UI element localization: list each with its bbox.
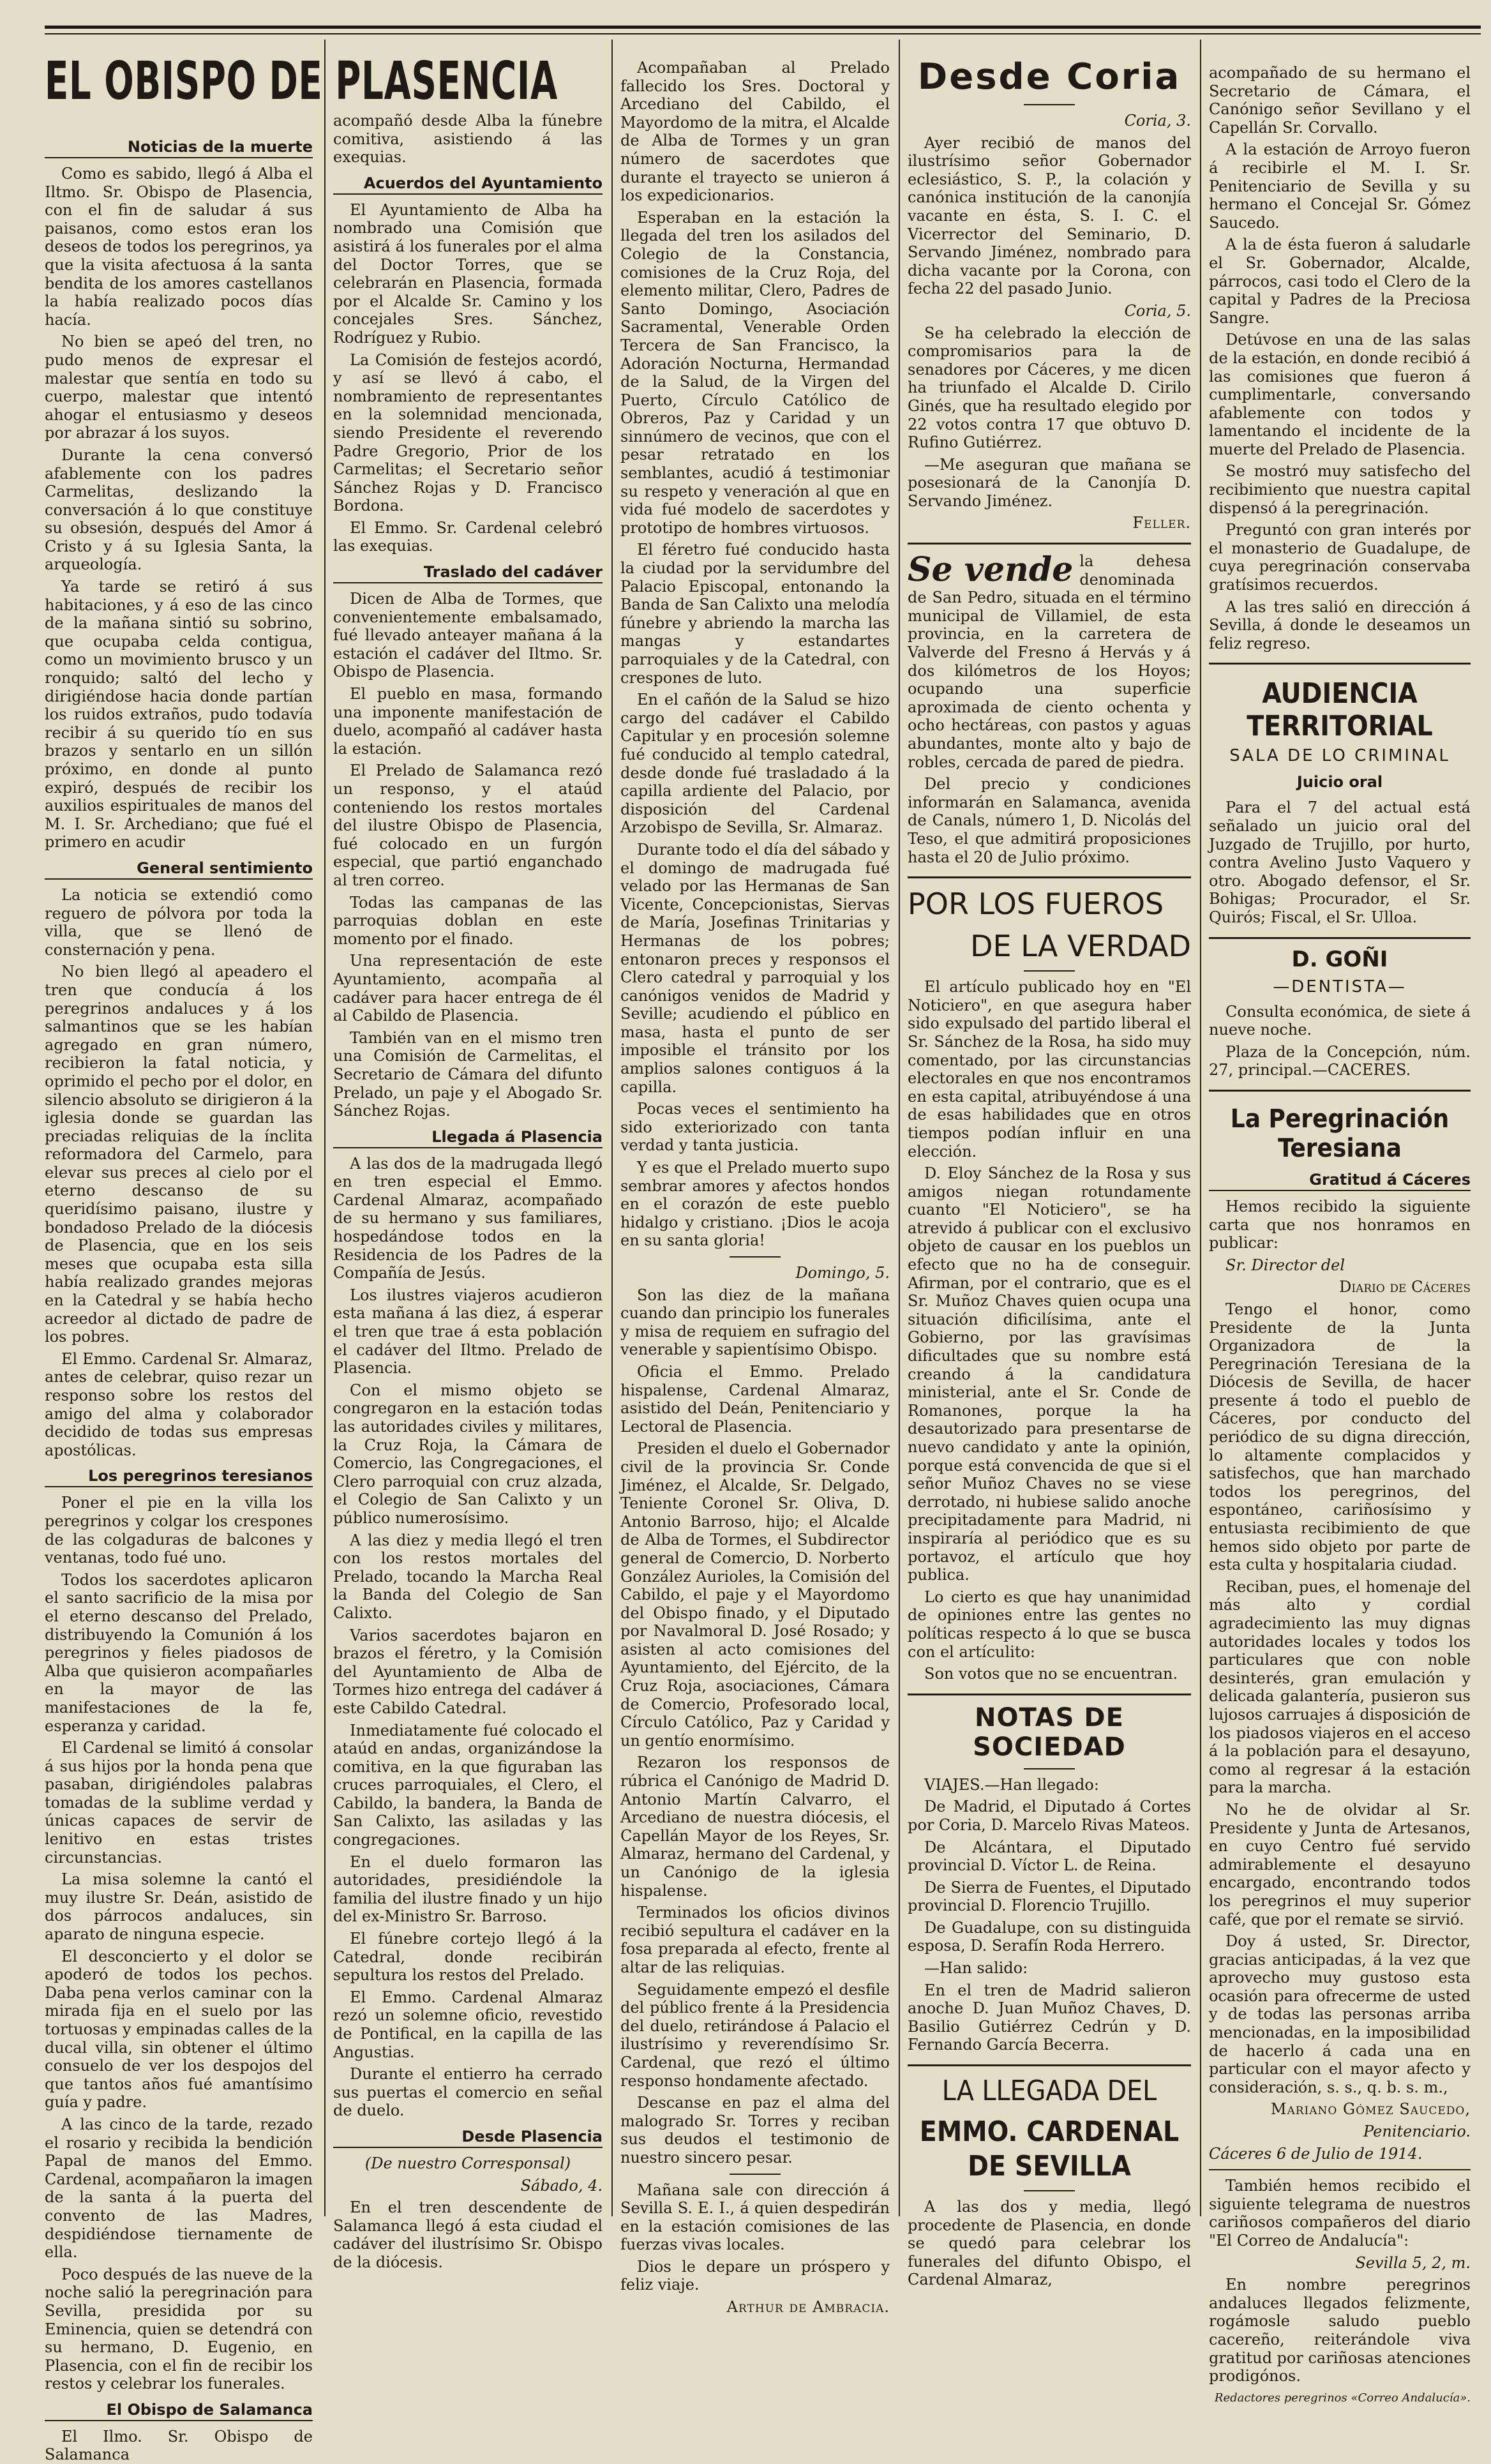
paragraph: Mañana sale con dirección á Sevilla S. E. I., á quien despedirán en la estación comisiones de las fuerzas vivas locales. [620,2181,890,2254]
paragraph: Como es sabido, llegó á Alba el Iltmo. Sr. Obispo de Plasencia, con el fin de saludar á sus paisanos, como estos eran los deseos de todos los peregrinos, ya que la visita afectuosa á la santa bendita de los amores castellanos la había realizado pocos días hacía. [45,165,313,329]
paragraph: Todos los sacerdotes aplicaron el santo sacrificio de la misa por el eterno descanso del Prelado, distribuyendo la Comunión á los peregrinos y fieles piadosos de Alba que quisieron acompañarles en la mayor de las manifestaciones de la fe, esperanza y caridad. [45,1570,313,1735]
separator [1024,970,1075,972]
paragraph: Descanse en paz el alma del malogrado Sr. Torres y reciban sus deudos el testimonio de nuestro sincero pesar. [620,2094,890,2167]
column-3 [620,59,890,2317]
section-heading: Acuerdos del Ayuntamiento [333,174,603,195]
column-divider [611,40,613,2216]
classified-ad [908,552,1191,866]
paragraph: Terminados los oficios divinos recibió sepultura el cadáver en la fosa preparada al efecto, frente al altar de las reliquias. [620,1904,890,1976]
dateline: Coria, 3. [1124,112,1191,130]
column-5 [1209,64,1471,2405]
section-headline: La Peregrinación Teresiana [1230,1104,1450,1163]
dateline: Sevilla 5, 2, m. [1355,2253,1471,2272]
separator [730,1256,781,1258]
paragraph: El Ilmo. Sr. Obispo de Salamanca [45,2427,313,2464]
paragraph: Reciban, pues, el homenaje del más alto y cordial agradecimiento las muy dignas autoridades locales y todos los particulares que con noble desinterés, gran emulación y delicada galantería, pusieron sus lujosos carruajes á disposición de los piadosos viajeros en el acceso á la población para el desayuno, como al regresar á la estación para la marcha. [1209,1577,1471,1797]
section-headline: POR LOS FUEROS [908,887,1164,922]
paragraph: Poco después de las nueve de la noche salió la peregrinación para Sevilla, presidida por su Eminencia, quien se detendrá con su hermano, D. Eugenio, en Plasencia, con el fin de recibir los restos y celebrar los funerales. [45,2265,313,2393]
section-headline: Desde Coria [917,56,1181,98]
dateline: Domingo, 5. [795,1264,890,1282]
section-heading: General sentimiento [45,859,313,880]
paragraph: Ayer recibió de manos del ilustrísimo señor Gobernador eclesiástico, S. P., la colación y canónica institución de la canonjía vacante en ésta, S. I. C. el Vicerrector del Seminario, D. Servando Jiménez, nombrado para dicha vacante por la Corona, con fecha 22 del pasado Junio. [908,133,1191,298]
section-heading: Llegada á Plasencia [333,1128,603,1148]
paragraph: Y es que el Prelado muerto supo sembrar amores y afectos hondos en el corazón de este pueblo hidalgo y cristiano. ¡Dios le acoja en su santa gloria! [620,1159,890,1250]
paragraph: Detúvose en una de las salas de la estación, en donde recibió á las comisiones que fueron á cumplimentarle, conversando afablemente con todos y lamentando el incidente de la muerte del Prelado de Plasencia. [1209,331,1471,458]
paragraph: Doy á usted, Sr. Director, gracias anticipadas, á la vez que aprovecho muy gustoso esta ocasión para ofrecerme de usted y de todas las personas arriba mencionadas, en la imposibilidad de hacerlo á cada una en particular con el mayor afecto y consideración, s. s., q. b. s. m., [1209,1932,1471,2096]
paragraph: Plaza de la Concepción, núm. 27, principal.—CACERES. [1209,1042,1471,1079]
paragraph: A las dos y media, llegó procedente de Plasencia, en donde se quedó para celebrar los funerales del difunto Obispo, el Cardenal Almaraz, [908,2198,1191,2289]
paragraph: De Guadalupe, con su distinguida esposa, D. Serafín Roda Herrero. [908,1918,1191,1955]
paragraph: Son las diez de la mañana cuando dan principio los funerales y misa de requiem en sufragio del venerable y sapientísimo Obispo. [620,1286,890,1359]
separator [908,2064,1191,2066]
ad-title: Se vende [908,550,1074,590]
column-divider [899,40,900,2216]
dateline: Cáceres 6 de Julio de 1914. [1209,2144,1423,2163]
separator [908,876,1191,878]
section-heading: Gratitud á Cáceres [1209,1171,1471,1191]
paragraph: A la de ésta fueron á saludarle el Sr. Gobernador, Alcalde, párrocos, casi todo el Clero de la capital y Padres de la Preciosa Sangre. [1209,236,1471,327]
signature: Arthur de Ambracia. [726,2298,890,2317]
paragraph: Dios le depare un próspero y feliz viaje. [620,2257,890,2294]
section-headline: EMMO. CARDENAL DE SEVILLA [919,2115,1180,2183]
paragraph: Diario de Cáceres [1339,1278,1471,1296]
paragraph: Se mostró muy satisfecho del recibimiento que nuestra capital dispensó á la peregrinación. [1209,462,1471,517]
paragraph: acompañado de su hermano el Secretario de Cámara, el Canónigo señor Sevillano y el Capellán Sr. Corvallo. [1209,64,1471,137]
paragraph: De Alcántara, el Diputado provincial D. Víctor L. de Reina. [908,1838,1191,1875]
separator [908,543,1191,545]
paragraph: A las tres salió en dirección á Sevilla, á donde le deseamos un feliz regreso. [1209,597,1471,652]
paragraph: Varios sacerdotes bajaron en brazos el féretro, y la Comisión del Ayuntamiento de Alba de Tormes hizo entrega del cadáver á este Cabildo Catedral. [333,1626,603,1717]
paragraph: —Han salido: [924,1959,1028,1978]
paragraph: Seguidamente empezó el desfile del público frente á la Presidencia del duelo, retirándose á Palacio el ilustrísimo y reverendísimo Sr. Cardenal, que rezó el último responso hondamente afectado. [620,1980,890,2090]
signature: Redactores peregrinos «Correo Andalucía». [1214,2391,1471,2405]
ad-title: D. GOÑI [1291,946,1388,972]
paragraph: Lo cierto es que hay unanimidad de opiniones entre las gentes no políticas respecto á lo que se busca con el artículito: [908,1588,1191,1661]
separator [1209,937,1471,939]
paragraph: El Prelado de Salamanca rezó un responso, y el ataúd conteniendo los restos mortales del ilustre Obispo de Plasencia, fué colocado en un furgón especial, que partió enganchado al tren correo. [333,762,603,889]
separator [730,2174,781,2175]
separator [1024,1768,1075,1769]
paragraph: El Emmo. Cardenal Almaraz rezó un solemne oficio, revestido de Pontifical, en la capilla de las Angustias. [333,1988,603,2061]
paragraph: En el tren de Madrid salieron anoche D. Juan Muñoz Chaves, D. Basilio Gutiérrez Cedrún y D. Fernando García Becerra. [908,1981,1191,2054]
separator [1024,2190,1075,2191]
signature: Feller. [1132,514,1191,532]
paragraph: Presiden el duelo el Gobernador civil de la provincia Sr. Conde Jiménez, el Alcalde, Sr. Delgado, Teniente Coronel Sr. Oliva, D. Antonio Barroso, hijo; el Alcalde de Alba de Tormes, el Subdirector general de Comercio, D. Norberto González Aurioles, la Comisión del Cabildo, el paje y el Mayordomo del Obispo finado, y el Diputado por Navalmoral D. José Rosado; y asisten al acto comisiones del Ayuntamiento, del Ejército, de la Cruz Roja, asociaciones, Cámara de Comercio, Profesorado local, Círculo Católico, Paz y Caridad y un gentío enormísimo. [620,1439,890,1750]
section-heading: Noticias de la muerte [45,138,313,158]
signature: Mariano Gómez Saucedo, [1270,2100,1471,2119]
section-headline: DE LA VERDAD [970,929,1191,964]
paragraph: Para el 7 del actual está señalado un juicio oral del Juzgado de Trujillo, por hurto, contra Avelino Justo Vaquero y otro. Abogado defensor, el Sr. Bohigas; Procurador, el Sr. Quirós; Fiscal, el Sr. Ulloa. [1209,799,1471,926]
section-headline: LA LLEGADA DEL [941,2075,1157,2108]
section-heading: Desde Plasencia [333,2128,603,2148]
paragraph: En nombre peregrinos andaluces llegados felizmente, rogámosle saludo pueblo cacereño, reiterándole viva gratitud por cariñosas atenciones prodigónos. [1209,2276,1471,2385]
correspondent-note: (De nuestro Corresponsal) [364,2154,571,2172]
column-divider [324,40,326,2216]
paragraph: El desconcierto y el dolor se apoderó de todos los pechos. Daba pena verlos caminar con la mirada fija en el suelo por las tortuosas y empinadas calles de la ducal villa, sin obtener el último consuelo de ver los despojos del que tantos años fué amantísimo guía y padre. [45,1947,313,2112]
paragraph: La misa solemne la cantó el muy ilustre Sr. Deán, asistido de dos párrocos andaluces, sin aparato de ninguna especie. [45,1870,313,1944]
paragraph: Sr. Director del [1225,1256,1345,1274]
paragraph: A las cinco de la tarde, rezado el rosario y recibida la bendición Papal de manos del Emmo. Cardenal, acompañaron la imagen de la santa á la puerta del convento de las Madres, despidiéndose tiernamente de ella. [45,2115,313,2262]
paragraph: Durante el entierro ha cerrado sus puertas el comercio en señal de duelo. [333,2065,603,2120]
paragraph: Durante todo el día del sábado y el domingo de madrugada fué velado por las Hermanas de San Vicente, Concepcionistas, Siervas de María, Josefinas Trinitarias y Hermanas de los pobres; entonaron preces y responsos el Clero catedral y parroquial y los canónigos venidos de Madrid y Seville; acudiendo el público en masa, hasta el punto de ser imposible el tránsito por los amplios salones contiguos á la capilla. [620,840,890,1096]
section-headline: AUDIENCIA TERRITORIAL [1247,677,1433,743]
section-heading: El Obispo de Salamanca [45,2401,313,2421]
separator [1024,104,1075,105]
paragraph: A las dos de la madrugada llegó en tren especial el Emmo. Cardenal Almaraz, acompañado de su hermano y sus familiares, hospedándose todos en la Residencia de los Padres de la Compañía de Jesús. [333,1154,603,1282]
column-4 [908,45,1191,2289]
section-subheading: Juicio oral [1296,773,1383,792]
paragraph: la dehesa denominada de San Pedro, situada en el término municipal de Villamiel, de esta provincia, en la carretera de Valverde del Fresno á Hervás y á dos kilómetros de los Hoyos; ocupando una superficie aproximada de ciento ochenta y ocho hectáreas, con pastos y aguas abundantes, monte alto y bajo de robles, cercada de pared de piedra. [908,552,1191,771]
separator [1209,663,1471,665]
ad-subtitle: —DENTISTA— [1273,977,1407,996]
paragraph: Esperaban en la estación la llegada del tren los asilados del Colegio de la Constancia, comisiones de la Cruz Roja, del elemento militar, Clero, Padres de Santo Domingo, Asociación Sacramental, Venerable Orden Tercera de San Francisco, la Adoración Nocturna, Hermandad de la Salud, de la Virgen del Puerto, Círculo Católico de Obreros, Paz y Caridad y un sinnúmero de vecinos, que con el pesar retratado en los semblantes, acudió á testimoniar su respeto y veneración al que en vida fué modelo de sacerdotes y prototipo de hombres virtuosos. [620,208,890,537]
paragraph: No he de olvidar al Sr. Presidente y Junta de Artesanos, en cuyo Centro fué servido admirablemente el desayuno encargado, encontrando todos los peregrinos el muy superior café, que por el remate se sirvió. [1209,1800,1471,1928]
paragraph: De Madrid, el Diputado á Cortes por Coria, D. Marcelo Rivas Mateos. [908,1798,1191,1834]
paragraph: También van en el mismo tren una Comisión de Carmelitas, el Secretario de Cámara del difunto Prelado, un paje y el Abogado Sr. Sánchez Rojas. [333,1028,603,1120]
paragraph: El pueblo en masa, formando una imponente manifestación de duelo, acompañó al cadáver hasta la estación. [333,685,603,758]
paragraph: Consulta económica, de siete á nueve noche. [1209,1002,1471,1039]
paragraph: El Emmo. Cardenal Sr. Almaraz, antes de celebrar, quiso rezar un responso sobre los restos del amigo del alma y colaborador decidido de todas sus empresas apostólicas. [45,1349,313,1459]
paragraph: Son votos que no se encuentran. [924,1665,1178,1683]
dateline: Sábado, 4. [520,2176,603,2195]
paragraph: De Sierra de Fuentes, el Diputado provincial D. Florencio Trujillo. [908,1878,1191,1915]
paragraph: Los ilustres viajeros acudieron esta mañana á las diez, á esperar el tren que trae á esta población el cadáver del Iltmo. Prelado de Plasencia. [333,1286,603,1378]
paragraph: Preguntó con gran interés por el monasterio de Guadalupe, de cuya peregrinación conservaba gratísimos recuerdos. [1209,521,1471,594]
paragraph: VIAJES.—Han llegado: [924,1775,1099,1794]
masthead-rule-thin [45,33,1481,34]
paragraph: Poner el pie en la villa los peregrinos y colgar los crespones de las colgaduras de balcones y ventanas, todo fué uno. [45,1494,313,1567]
paragraph: Oficia el Emmo. Prelado hispalense, Cardenal Almaraz, asistido del Deán, Penitenciario y Lectoral de Plasencia. [620,1362,890,1436]
paragraph: La noticia se extendió como reguero de pólvora por toda la villa, que se llenó de consternación y pena. [45,885,313,959]
paragraph: Se ha celebrado la elección de compromisarios para la de senadores por Cáceres, y me dicen ha triunfado el Alcalde D. Cirilo Ginés, que ha resultado elegido por 22 votos contra 17 que obtuvo D. Rufino Gutiérrez. [908,324,1191,452]
paragraph: Pocas veces el sentimiento ha sido exteriorizado con tanta verdad y tanta justicia. [620,1100,890,1155]
signature-title: Penitenciario. [1363,2122,1471,2141]
separator [908,1694,1191,1695]
paragraph: Hemos recibido la siguiente carta que nos honramos en publicar: [1209,1197,1471,1252]
paragraph: Rezaron los responsos de rúbrica el Canónigo de Madrid D. Antonio Martín Calvarro, el Arcediano de nuestra diócesis, el Capellán Mayor de los Reyes, Sr. Almaraz, hermano del Cardenal, y un Canónigo de la iglesia hispalense. [620,1754,890,1900]
paragraph: En el duelo formaron las autoridades, presidiéndole la familia del ilustre finado y un hijo del ex-Ministro Sr. Barroso. [333,1852,603,1926]
paragraph: El féretro fué conducido hasta la ciudad por la servidumbre del Palacio Episcopal, entonando la Banda de San Calixto una melodía fúnebre y abriendo la marcha las mangas y estandartes parroquiales y de la Catedral, con crespones de luto. [620,541,890,687]
separator [1209,2169,1471,2170]
column-divider [1200,40,1201,2216]
paragraph: D. Eloy Sánchez de la Rosa y sus amigos niegan rotundamente cuanto "El Noticiero", se ha atrevido á publicar con el exclusivo objeto de causar en los pueblos un efecto que no ha de conseguir. Afirman, por el contrario, que es el Sr. Muñoz Chaves quien ocupa una situación dificilísima, ante el Gobierno, por las gravísimas dificultades que su nombre está creando á la candidatura ministerial, ante el Sr. Conde de Romanones, porque la ha desautorizado para presentarse de nuevo candidato y ante la opinión, porque está convencida de que si el señor Muñoz Chaves no se viese derrotado, ni hubiese salido anoche precipitadamente para Madrid, ni inspiraría al periódico que es su portavoz, el artículo que hoy publica. [908,1164,1191,1584]
dateline: Coria, 5. [1124,301,1191,320]
paragraph: El artículo publicado hoy en "El Noticiero", en que asegura haber sido expulsado del partido liberal el Sr. Sánchez de la Rosa, ha sido muy comentado, por las circunstancias electorales en que nos encontramos en esta capital, atribuyéndose á una de esas habilidades que en otros tiempos podían influir en una elección. [908,978,1191,1161]
column-2 [333,112,603,2282]
paragraph: A las diez y media llegó el tren con los restos mortales del Prelado, tocando la Marcha Real la Banda del Colegio de San Calixto. [333,1531,603,1622]
paragraph: En el cañón de la Salud se hizo cargo del cadáver el Cabildo Capitular y en procesión solemne fué conducido al templo catedral, desde donde fué trasladado á la capilla ardiente del Palacio, por disposición del Cardenal Arzobispo de Sevilla, Sr. Almaraz. [620,691,890,837]
section-heading: Los peregrinos teresianos [45,1467,313,1487]
paragraph: El Cardenal se limitó á consolar á sus hijos por la honda pena que pasaban, dirigiéndoles palabras tomadas de la sublime verdad y únicas capaces de servir de lenitivo en estas tristes circunstancias. [45,1739,313,1867]
paragraph: Dicen de Alba de Tormes, que convenientemente embalsamado, fué llevado anteayer mañana á la estación el cadáver del Iltmo. Sr. Obispo de Plasencia. [333,590,603,681]
section-headline: NOTAS DE SOCIEDAD [973,1702,1126,1762]
paragraph: También hemos recibido el siguiente telegrama de nuestros cariñosos compañeros del diario "El Correo de Andalucía": [1209,2177,1471,2250]
paragraph: No bien se apeó del tren, no pudo menos de expresar el malestar que sentía en todo su cuerpo, malestar que intentó ahogar el entusiasmo y deseos por abrazar á los suyos. [45,333,313,442]
paragraph: Con el mismo objeto se congregaron en la estación todas las autoridades civiles y militares, la Cruz Roja, la Cámara de Comercio, las Congregaciones, el Clero parroquial con cruz alzada, el Colegio de San Calixto y un público numerosísimo. [333,1381,603,1527]
paragraph: Inmediatamente fué colocado el ataúd en andas, organizándose la comitiva, en la que figuraban las cruces parroquiales, el Clero, el Cabildo, la bandera, la Banda de San Calixto, las asiladas y las congregaciones. [333,1721,603,1849]
paragraph: Una representación de este Ayuntamiento, acompaña al cadáver para hacer entrega de él al Cabildo de Plasencia. [333,952,603,1025]
paragraph: La Comisión de festejos acordó, y así se llevó á cabo, el nombramiento de representantes en la solemnidad mencionada, siendo Presidente el reverendo Padre Gregorio, Prior de los Carmelitas; el Secretario señor Sánchez Rojas y D. Francisco Bordona. [333,350,603,515]
paragraph: El fúnebre cortejo llegó á la Catedral, donde recibirán sepultura los restos del Prelado. [333,1930,603,1985]
paragraph: En el tren descendente de Salamanca llegó á esta ciudad el cadáver del ilustrísimo Sr. Obispo de la diócesis. [333,2198,603,2271]
paragraph: Del precio y condiciones informarán en Salamanca, avenida de Canals, número 1, D. Nicolás del Teso, el que admitirá proposiciones hasta el 20 de Julio próximo. [908,775,1191,866]
paragraph: acompañó desde Alba la fúnebre comitiva, asistiendo á las exequias. [333,112,603,167]
paragraph: No bien llegó al apeadero el tren que conducía á los peregrinos andaluces y á los salmantinos que se les habían agregado en gran número, recibieron la fatal noticia, y oprimido el pecho por el dolor, en silencio absoluto se dirigieron á la iglesia donde se guardan las preciadas reliquias de la ínclita reformadora del Carmelo, para elevar sus preces al cielo por el eterno descanso de su queridísimo paisano, ilustre y bondadoso Prelado de la diócesis de Plasencia, que en los seis meses que ocupaba esta silla había realizado grandes mejoras en la Catedral y se había hecho acreedor al dictado de padre de los pobres. [45,963,313,1346]
paragraph: Todas las campanas de las parroquias doblan en este momento por el finado. [333,893,603,948]
paragraph: El Ayuntamiento de Alba ha nombrado una Comisión que asistirá á los funerales por el alma del Doctor Torres, que se celebrarán en Plasencia, formada por el Alcalde Sr. Camino y los concejales Sres. Sánchez, Rodríguez y Rubio. [333,200,603,347]
section-heading: Traslado del cadáver [333,563,603,583]
paragraph: El Emmo. Sr. Cardenal celebró las exequias. [333,518,603,555]
paragraph: Ya tarde se retiró á sus habitaciones, y á eso de las cinco de la mañana sintió su sobrino, que ocupaba celda contigua, como un movimiento brusco y un ronquido; saltó del lecho y dirigiéndose hacia donde partían los ruidos extraños, pudo todavía recibir á su querido tío en sus brazos y sentarlo en un sillón próximo, en donde al punto expiró, después de recibir los auxilios espirituales de manos del M. I. Sr. Archediano; que fué el primero en acudir [45,578,313,852]
separator [1209,1090,1471,1092]
paragraph: Acompañaban al Prelado fallecido los Sres. Doctoral y Arcediano del Cabildo, el Mayordomo de la mitra, el Alcalde de Alba de Tormes y un gran número de sacerdotes que durante el trayecto se unieron á los expedicionarios. [620,59,890,205]
section-subheading: SALA DE LO CRIMINAL [1229,746,1450,766]
paragraph: Durante la cena conversó afablemente con los padres Carmelitas, deslizando la conversación á lo que constituye su obsesión, después del Amor á Cristo y á su Iglesia Santa, la arqueología. [45,446,313,574]
paragraph: Tengo el honor, como Presidente de la Junta Organizadora de la Peregrinación Teresiana de la Diócesis de Sevilla, de hacer presente á todo el pueblo de Cáceres, por conducto del periódico de su digna dirección, lo altamente complacidos y satisfechos, que han marchado todos los peregrinos, del espontáneo, cariñosísimo y entusiasta recibimiento de que hemos sido objeto por parte de esta culta y hospitalaria ciudad. [1209,1300,1471,1574]
article-headline: EL OBISPO DE PLASENCIA [45,51,558,112]
masthead-rule [45,26,1481,29]
paragraph: —Me aseguran que mañana se posesionará de la Canonjía D. Servando Jiménez. [908,455,1191,510]
paragraph: A la estación de Arroyo fueron á recibirle el M. I. Sr. Penitenciario de Sevilla y su hermano el Concejal Sr. Gómez Saucedo. [1209,140,1471,232]
